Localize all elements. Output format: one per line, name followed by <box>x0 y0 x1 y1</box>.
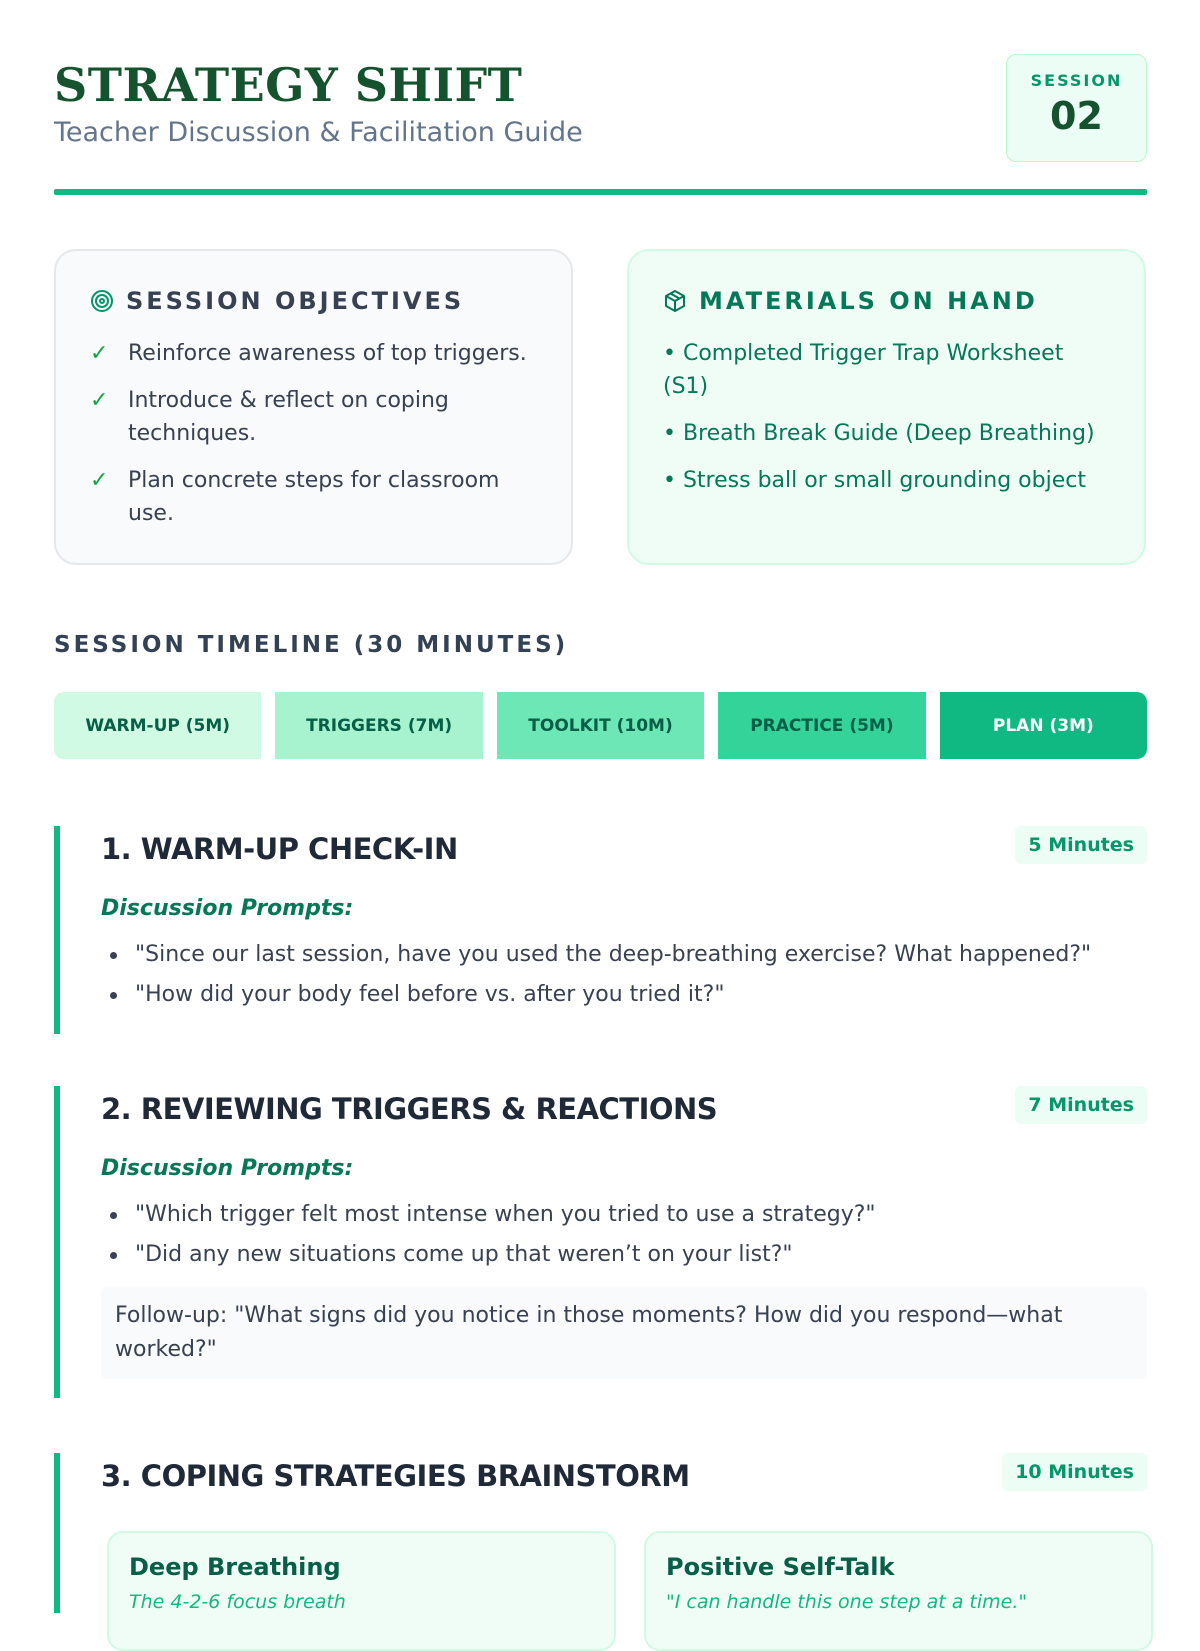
session-badge <box>1006 54 1147 162</box>
section-triggers <box>54 1086 1147 1398</box>
check-icon: ✓ <box>90 468 109 493</box>
timeline-segment-plan: PLAN (3M) <box>940 692 1147 759</box>
objectives-header <box>90 285 537 317</box>
materials-card <box>627 249 1146 565</box>
prompts-label: Discussion Prompts: <box>101 896 354 921</box>
section-header <box>101 1453 1147 1501</box>
prompt-list <box>101 1195 1147 1275</box>
material-item: • Breath Break Guide (Deep Breathing) <box>663 421 1095 446</box>
timeline-segment-practice: PRACTICE (5M) <box>718 692 925 759</box>
objectives-card <box>54 249 573 565</box>
strategy-cards <box>107 1531 1153 1651</box>
section-title: 1. WARM-UP CHECK-IN <box>101 832 458 866</box>
strategy-name: Positive Self-Talk <box>666 1553 895 1581</box>
objective-text: Introduce & reflect on coping techniques. <box>128 388 449 446</box>
check-icon: ✓ <box>90 388 109 413</box>
section-coping-strategies <box>54 1453 1147 1613</box>
follow-up-note: Follow-up: "What signs did you notice in those moments? How did you respond—what worked?" <box>101 1287 1147 1379</box>
timeline-segment-warm-up: WARM-UP (5M) <box>54 692 261 759</box>
duration-badge: 5 Minutes <box>1015 826 1147 864</box>
prompt-list <box>101 935 1147 1015</box>
timeline-title: SESSION TIMELINE (30 MINUTES) <box>54 632 569 658</box>
strategy-card-deep-breathing <box>107 1531 616 1651</box>
prompt-item: "Did any new situations come up that weren’t on your list?" <box>101 1235 1147 1275</box>
section-warm-up <box>54 826 1147 1034</box>
section-header <box>101 1086 1147 1134</box>
page-title: STRATEGY SHIFT <box>54 58 523 112</box>
objective-item <box>90 337 537 370</box>
objective-text: Plan concrete steps for classroom use. <box>128 468 500 526</box>
section-header <box>101 826 1147 874</box>
strategy-name: Deep Breathing <box>129 1553 341 1581</box>
page-subtitle: Teacher Discussion & Facilitation Guide <box>54 117 583 148</box>
session-timeline <box>54 692 1147 759</box>
objective-item <box>90 464 537 530</box>
prompt-item: "How did your body feel before vs. after you tried it?" <box>101 975 1147 1015</box>
prompts-label: Discussion Prompts: <box>101 1156 354 1181</box>
material-item: • Completed Trigger Trap Worksheet (S1) <box>663 341 1064 399</box>
duration-badge: 7 Minutes <box>1015 1086 1147 1124</box>
materials-title: MATERIALS ON HAND <box>699 287 1038 315</box>
strategy-card-positive-self-talk <box>644 1531 1153 1651</box>
timeline-segment-triggers: TRIGGERS (7M) <box>275 692 482 759</box>
objectives-title: SESSION OBJECTIVES <box>126 287 465 315</box>
session-number: 02 <box>1050 94 1103 138</box>
strategy-description: "I can handle this one step at a time." <box>666 1591 1028 1613</box>
section-title: 3. COPING STRATEGIES BRAINSTORM <box>101 1459 690 1493</box>
objectives-list <box>90 337 537 530</box>
objective-text: Reinforce awareness of top triggers. <box>128 341 527 366</box>
box-icon <box>663 289 687 313</box>
objective-item <box>90 384 537 450</box>
material-item: • Stress ball or small grounding object <box>663 468 1086 493</box>
prompt-item: "Which trigger felt most intense when you tried to use a strategy?" <box>101 1195 1147 1235</box>
check-icon: ✓ <box>90 341 109 366</box>
section-title: 2. REVIEWING TRIGGERS & REACTIONS <box>101 1092 718 1126</box>
header-divider <box>54 189 1147 195</box>
page-header <box>54 54 1147 196</box>
materials-header <box>663 285 1110 317</box>
duration-badge: 10 Minutes <box>1002 1453 1147 1491</box>
materials-list <box>663 337 1110 497</box>
target-icon <box>90 289 114 313</box>
timeline-segment-toolkit: TOOLKIT (10M) <box>497 692 704 759</box>
strategy-description: The 4-2-6 focus breath <box>129 1591 346 1613</box>
session-label: SESSION <box>1030 71 1123 90</box>
prompt-item: "Since our last session, have you used the deep-breathing exercise? What happened?" <box>101 935 1147 975</box>
